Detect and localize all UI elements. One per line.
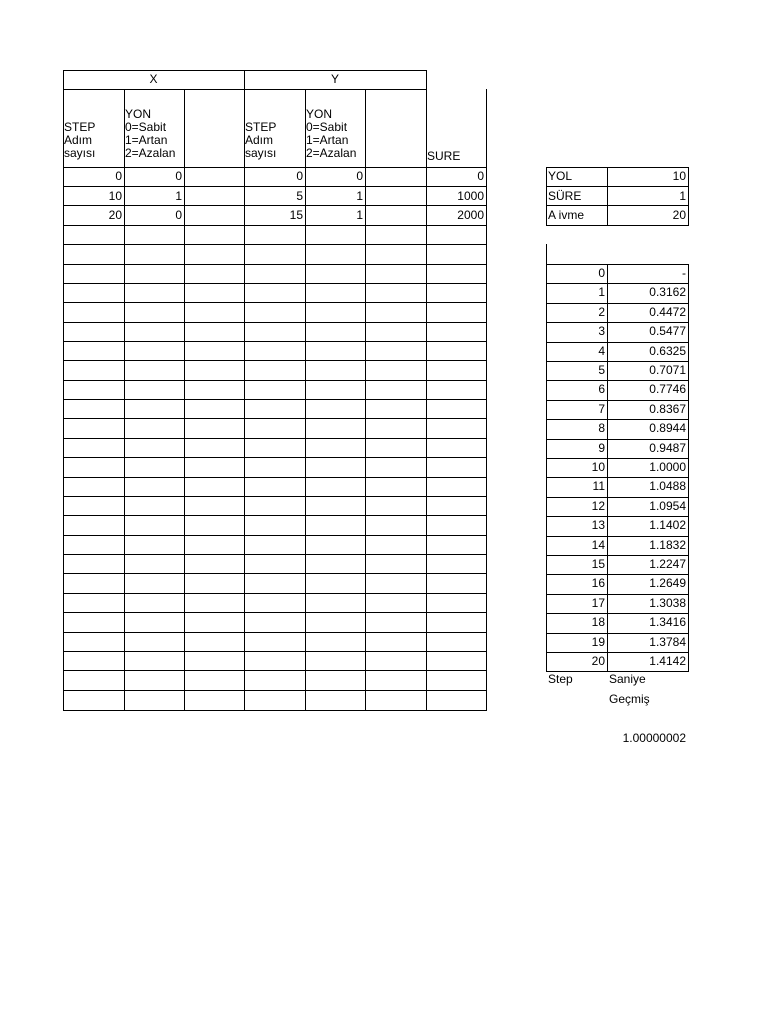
step-cell[interactable]: 9 (598, 441, 605, 455)
grid-line (63, 283, 487, 284)
time-cell[interactable]: 0.9487 (649, 441, 686, 455)
step-cell[interactable]: 2 (598, 305, 605, 319)
time-cell[interactable]: 1.0000 (649, 460, 686, 474)
grid-line (486, 89, 487, 711)
cell-x-yon[interactable]: 1 (175, 189, 182, 203)
footer-gecmis-label[interactable]: Geçmiş (609, 692, 650, 706)
cell-y-yon[interactable]: 1 (356, 189, 363, 203)
step-cell[interactable]: 4 (598, 344, 605, 358)
grid-line (63, 457, 487, 458)
param-label-ivme[interactable]: A ivme (548, 208, 585, 222)
step-cell[interactable]: 10 (591, 460, 605, 474)
step-cell[interactable]: 0 (598, 266, 605, 280)
cell-y-yon[interactable]: 1 (356, 208, 363, 222)
grid-line (63, 225, 487, 226)
grid-line (546, 633, 689, 634)
grid-line (607, 167, 608, 226)
grid-line (63, 399, 487, 400)
time-cell[interactable]: 1.1402 (649, 518, 686, 532)
grid-line (184, 89, 185, 711)
grid-line (546, 186, 689, 187)
time-cell[interactable]: 1.2247 (649, 557, 686, 571)
grid-line (546, 342, 689, 343)
cell-y-step[interactable]: 0 (296, 169, 303, 183)
time-cell[interactable]: 0.4472 (649, 305, 686, 319)
grid-line (546, 671, 689, 672)
step-cell[interactable]: 12 (591, 499, 605, 513)
time-cell[interactable]: 1.3038 (649, 596, 686, 610)
group-header-x[interactable]: X (149, 72, 158, 86)
grid-line (546, 497, 689, 498)
grid-line (63, 167, 487, 168)
param-value-yol[interactable]: 10 (672, 169, 686, 183)
grid-line (546, 536, 689, 537)
grid-line (63, 651, 487, 652)
result-value[interactable]: 1.00000002 (622, 731, 686, 745)
grid-line (688, 264, 689, 671)
header-sure[interactable]: SURE (427, 149, 461, 163)
grid-line (546, 322, 689, 323)
time-cell[interactable]: 1.4142 (649, 654, 686, 668)
step-cell[interactable]: 1 (598, 285, 605, 299)
grid-line (546, 613, 689, 614)
grid-line (63, 496, 487, 497)
grid-line (63, 264, 487, 265)
grid-line (63, 360, 487, 361)
grid-line (546, 205, 689, 206)
step-cell[interactable]: 20 (591, 654, 605, 668)
grid-line (63, 418, 487, 419)
param-label-sure[interactable]: SÜRE (548, 189, 582, 203)
grid-line (63, 205, 487, 206)
step-cell[interactable]: 8 (598, 421, 605, 435)
step-cell[interactable]: 14 (591, 538, 605, 552)
grid-line (546, 361, 689, 362)
grid-line (546, 303, 689, 304)
cell-x-yon[interactable]: 0 (175, 169, 182, 183)
grid-line (63, 70, 427, 71)
grid-line (546, 516, 689, 517)
grid-line (63, 322, 487, 323)
step-cell[interactable]: 17 (591, 596, 605, 610)
param-value-ivme[interactable]: 20 (672, 208, 686, 222)
grid-line (63, 89, 427, 90)
grid-line (546, 264, 689, 265)
time-cell[interactable]: 0.6325 (649, 344, 686, 358)
grid-line (688, 167, 689, 226)
grid-line (546, 380, 689, 381)
cell-y-step[interactable]: 5 (296, 189, 303, 203)
step-cell[interactable]: 15 (591, 557, 605, 571)
time-cell[interactable]: 0.5477 (649, 324, 686, 338)
grid-line (63, 710, 487, 711)
grid-line (305, 89, 306, 711)
step-cell[interactable]: 3 (598, 324, 605, 338)
footer-saniye-label[interactable]: Saniye (609, 672, 646, 686)
cell-y-step[interactable]: 15 (289, 208, 303, 222)
time-cell[interactable]: 0.7071 (649, 363, 686, 377)
grid-line (63, 302, 487, 303)
grid-line (546, 477, 689, 478)
header-x-step[interactable]: STEP Adım sayısı (64, 120, 96, 160)
grid-line (546, 458, 689, 459)
step-cell[interactable]: 18 (591, 615, 605, 629)
param-value-sure[interactable]: 1 (679, 189, 686, 203)
grid-line (546, 283, 689, 284)
step-cell[interactable]: 19 (591, 635, 605, 649)
step-cell[interactable]: 7 (598, 402, 605, 416)
header-y-yon[interactable]: YON 0=Sabit 1=Artan 2=Azalan (306, 107, 357, 160)
cell-x-step[interactable]: 0 (115, 169, 122, 183)
grid-line (546, 167, 547, 226)
grid-line (124, 89, 125, 711)
grid-line (63, 632, 487, 633)
step-cell[interactable]: 6 (598, 382, 605, 396)
param-label-yol[interactable]: YOL (548, 169, 573, 183)
step-cell[interactable]: 5 (598, 363, 605, 377)
time-cell[interactable]: 0.8367 (649, 402, 686, 416)
grid-line (546, 225, 689, 226)
time-cell[interactable]: - (682, 266, 686, 280)
cell-x-yon[interactable]: 0 (175, 208, 182, 222)
grid-line (63, 515, 487, 516)
grid-line (63, 477, 487, 478)
cell-sure[interactable]: 0 (477, 169, 484, 183)
grid-line (546, 652, 689, 653)
grid-line (63, 554, 487, 555)
grid-line (365, 89, 366, 711)
time-cell[interactable]: 0.7746 (649, 382, 686, 396)
grid-line (63, 186, 487, 187)
time-cell[interactable]: 1.0488 (649, 479, 686, 493)
time-cell[interactable]: 0.3162 (649, 285, 686, 299)
time-cell[interactable]: 1.1832 (649, 538, 686, 552)
grid-line (63, 690, 487, 691)
grid-line (63, 438, 487, 439)
grid-line (63, 380, 487, 381)
grid-line (546, 594, 689, 595)
grid-line (63, 670, 487, 671)
step-cell[interactable]: 16 (591, 576, 605, 590)
cell-x-step[interactable]: 10 (108, 189, 122, 203)
cell-x-step[interactable]: 20 (108, 208, 122, 222)
grid-line (607, 264, 608, 671)
cell-y-yon[interactable]: 0 (356, 169, 363, 183)
time-cell[interactable]: 0.8944 (649, 421, 686, 435)
grid-line (546, 167, 689, 168)
grid-line (546, 419, 689, 420)
step-cell[interactable]: 13 (591, 518, 605, 532)
grid-line (63, 535, 487, 536)
footer-step-label[interactable]: Step (548, 672, 573, 686)
header-x-yon[interactable]: YON 0=Sabit 1=Artan 2=Azalan (125, 107, 176, 160)
grid-line (63, 593, 487, 594)
cell-sure[interactable]: 1000 (457, 189, 484, 203)
grid-line (546, 400, 689, 401)
grid-line (63, 573, 487, 574)
grid-line (63, 341, 487, 342)
grid-line (63, 612, 487, 613)
time-cell[interactable]: 1.3416 (649, 615, 686, 629)
grid-line (63, 244, 487, 245)
time-cell[interactable]: 1.0954 (649, 499, 686, 513)
step-cell[interactable]: 11 (592, 479, 605, 493)
grid-line (546, 574, 689, 575)
grid-line (546, 439, 689, 440)
cell-sure[interactable]: 2000 (457, 208, 484, 222)
group-header-y[interactable]: Y (330, 72, 339, 86)
time-cell[interactable]: 1.3784 (649, 635, 686, 649)
grid-line (546, 555, 689, 556)
header-y-step[interactable]: STEP Adım sayısı (245, 120, 277, 160)
time-cell[interactable]: 1.2649 (649, 576, 686, 590)
